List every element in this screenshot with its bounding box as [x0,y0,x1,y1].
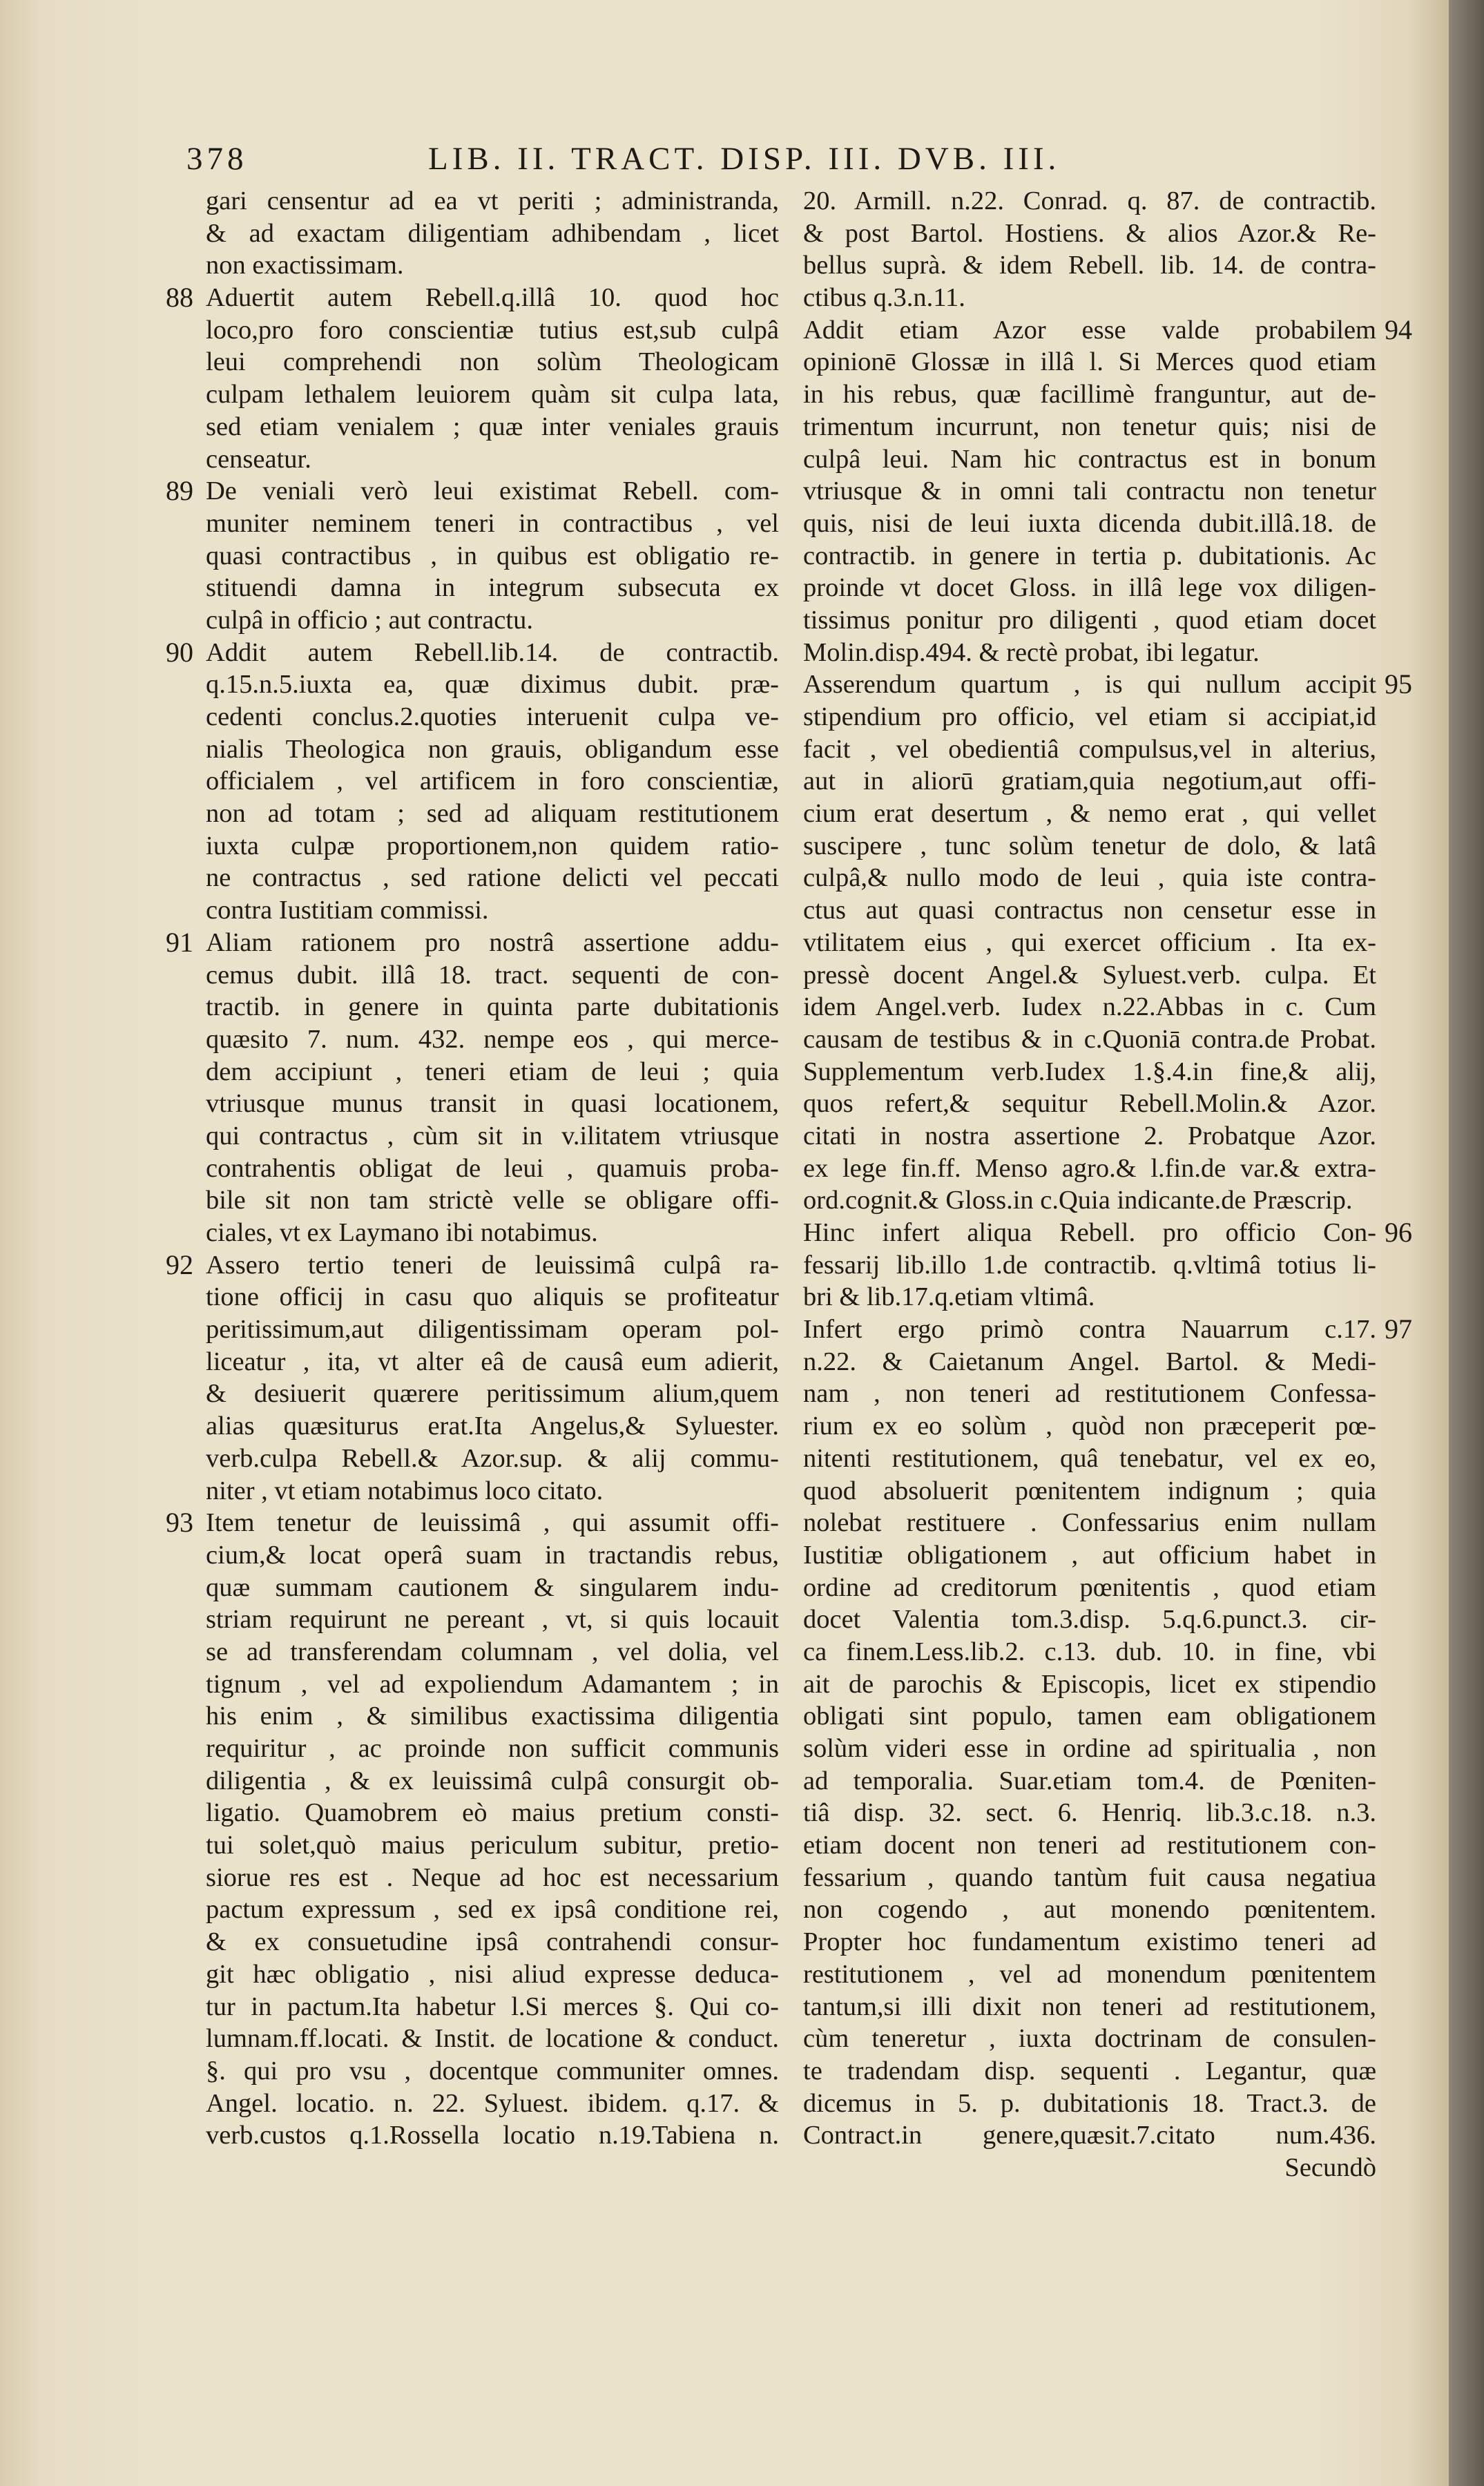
text-line [803,668,1412,701]
line-text: muniter neminem teneri in contractibus , vel [206,508,779,538]
text-line [803,1958,1376,1991]
text-line [803,604,1376,637]
text-line [206,218,779,250]
left-column [166,185,779,2152]
text-line [206,508,779,540]
line-text: rium ex eo solùm , quòd non præceperit pœ- [803,1411,1376,1441]
text-line [803,1249,1376,1282]
line-text: & desiuerit quærere peritissimum alium,quem [206,1379,779,1409]
line-text: proinde vt docet Gloss. in illâ lege vox diligen- [803,573,1376,603]
line-text: fessarium , quando tantùm fuit causa negatiua [803,1862,1376,1892]
text-line [803,765,1376,798]
text-line [206,1346,779,1378]
line-text: ctibus q.3.n.11. [803,283,965,313]
text-line [206,1088,779,1120]
text-line [803,1797,1376,1829]
line-text: bellus suprà. & idem Rebell. lib. 14. de contra- [803,251,1376,280]
text-line [206,185,779,218]
text-line [803,572,1376,604]
text-line [206,411,779,443]
text-line [803,1281,1376,1313]
text-line [206,733,779,766]
line-text: culpâ,& nullo modo de leui , quia iste contra- [803,863,1376,893]
line-text: etiam docent non teneri ad restitutionem con- [803,1831,1376,1860]
line-text: censeatur. [206,444,311,474]
text-line [206,2088,779,2120]
text-line [206,540,779,572]
text-line [803,1636,1376,1668]
running-header [186,135,1402,183]
line-text: Infert ergo primò contra Nauarrum c.17. [803,1315,1376,1345]
text-line [206,862,779,894]
text-line [206,2119,779,2152]
line-text: tione officij in casu quo aliquis se profiteatur [206,1282,779,1312]
text-line [803,1862,1376,1894]
line-text: cedenti conclus.2.quoties interuenit culpa ve- [206,702,779,731]
line-text: Aduertit autem Rebell.q.illâ 10. quod hoc [206,283,779,313]
text-line [206,1636,779,1668]
line-text: contractib. in genere in tertia p. dubitationis. Ac [803,541,1376,570]
line-text: Propter hoc fundamentum existimo teneri ad [803,1927,1376,1957]
text-line [803,701,1376,733]
margin-number: 95 [1385,668,1412,700]
text-line [803,378,1376,411]
line-text: ne contractus , sed ratione delicti vel peccati [206,863,779,893]
text-line [803,894,1376,927]
margin-number: 93 [166,1507,193,1539]
text-line [803,1120,1376,1153]
text-line [803,411,1376,443]
line-text: in his rebus, quæ facillimè franguntur, aut de- [803,380,1376,409]
line-text: Asserendum quartum , is qui nullum accipit [803,670,1376,700]
text-line [206,1603,779,1636]
text-line [206,1120,779,1153]
text-line [803,1217,1412,1249]
text-line [803,346,1376,378]
text-line [803,959,1376,992]
line-text: vtilitatem eius , qui exercet officium . Ita ex- [803,927,1376,957]
line-text: Aliam rationem pro nostrâ assertione addu- [206,927,779,957]
line-text: & ex consuetudine ipsâ contrahendi consur- [206,1927,779,1957]
margin-number: 92 [166,1249,193,1280]
line-text: niter , vt etiam notabimus loco citato. [206,1476,604,1505]
line-text: tantum,si illi dixit non teneri ad restitutionem, [803,1992,1376,2021]
line-text: cium,& locat operâ suam in tractandis rebus, [206,1540,779,1570]
line-text: tissimus ponitur pro diligenti , quod etiam docet [803,605,1376,635]
line-text: Assero tertio teneri de leuissimâ culpâ ra- [206,1250,779,1280]
line-text: nolebat restituere . Confessarius enim nullam [803,1508,1376,1538]
text-line [803,540,1376,572]
margin-number: 88 [166,282,193,314]
text-line [803,1088,1376,1120]
line-text: solùm videri esse in ordine ad spiritualia , non [803,1734,1376,1763]
line-text: cùm teneretur , iuxta doctrinam de consulen- [803,2024,1376,2054]
text-line [803,1765,1376,1798]
text-line [206,1797,779,1829]
text-line [206,894,779,927]
page-number: 378 [186,141,248,177]
line-text: dicemus in 5. p. dubitationis 18. Tract.3. de [803,2088,1376,2118]
line-text: 20. Armill. n.22. Conrad. q. 87. de contractib. [803,186,1376,215]
line-text: liceatur , ita, vt alter eâ de causâ eum adierit, [206,1347,779,1376]
text-line [206,1700,779,1733]
line-text: non cogendo , aut monendo pœnitentem. [803,1895,1376,1925]
book-edge [1449,0,1484,2486]
line-text: obligati sint populo, tamen eam obligationem [803,1702,1376,1731]
margin-number: 91 [166,926,193,958]
text-line [206,1829,779,1862]
text-line [206,959,779,992]
line-text: ctus aut quasi contractus non censetur esse in [803,896,1376,925]
text-line [206,1410,779,1443]
line-text: non ad totam ; sed ad aliquam restitutionem [206,799,779,829]
line-text: ord.cognit.& Gloss.in c.Quia indicante.de Præscrip. [803,1186,1353,1215]
text-line [206,1991,779,2023]
text-line [206,572,779,604]
text-line [803,637,1376,669]
line-text: Angel. locatio. n. 22. Syluest. ibidem. q.17. & [206,2088,779,2118]
text-line [803,1829,1376,1862]
text-line [803,1153,1376,1185]
text-line [206,1056,779,1088]
line-text: non exactissimam. [206,251,404,280]
line-text: suscipere , tunc solùm tenetur de dolo, & latâ [803,831,1376,860]
text-line [206,2055,779,2088]
text-line [803,2152,1376,2184]
line-text: docet Valentia tom.3.disp. 5.q.6.punct.3. cir- [803,1605,1376,1635]
text-line [803,2023,1376,2055]
text-line [803,2119,1376,2152]
line-text: n.22. & Caietanum Angel. Bartol. & Medi- [803,1347,1376,1376]
line-text: vtriusque & in omni tali contractu non tenetur [803,476,1376,506]
text-line [206,668,779,701]
text-line [803,830,1376,863]
text-line [206,314,779,347]
line-text: Molin.disp.494. & rectè probat, ibi legatur. [803,637,1260,667]
text-line [803,1603,1376,1636]
text-line [803,282,1376,314]
line-text: ex lege fin.ff. Menso agro.& l.fin.de var.& extra- [803,1153,1376,1183]
line-text: quos refert,& sequitur Rebell.Molin.& Azor. [803,1089,1376,1119]
line-text: his enim , & similibus exactissima diligentia [206,1702,779,1731]
line-text: Contract.in genere,quæsit.7.citato num.436. [803,2121,1376,2150]
text-line [206,1153,779,1185]
line-text: Item tenetur de leuissimâ , qui assumit offi- [206,1508,779,1538]
text-line [206,1475,779,1507]
line-text: quis, nisi de leui iuxta dicenda dubit.illâ.18. de [803,508,1376,538]
line-text: De veniali verò leui existimat Rebell. com- [206,476,779,506]
text-line [206,1281,779,1313]
text-line [206,1958,779,1991]
text-line [206,2023,779,2055]
line-text: verb.custos q.1.Rossella locatio n.19.Tabiena n. [206,2121,779,2150]
line-text: & post Bartol. Hostiens. & alios Azor.& Re- [803,218,1376,248]
text-line [206,604,779,637]
text-line [803,862,1376,894]
line-text: stipendium pro officio, vel etiam si accipiat,id [803,702,1376,731]
line-text: nitenti restitutionem, quâ tenebatur, vel ex eo, [803,1443,1376,1473]
line-text: contra Iustitiam commissi. [206,896,489,925]
line-text: culpâ in officio ; aut contractu. [206,605,533,635]
text-line [166,636,779,669]
line-text: cium erat desertum , & nemo erat , qui vellet [803,799,1376,829]
line-text: ordine ad creditorum pœnitentis , quod etiam [803,1572,1376,1602]
line-text: qui contractus , cùm sit in v.ilitatem vtriusque [206,1121,779,1150]
line-text: nam , non teneri ad restitutionem Confessa- [803,1379,1376,1409]
line-text: causam de testibus & in c.Quoniā contra.de Probat. [803,1024,1376,1054]
text-line [206,991,779,1023]
text-line [803,1346,1376,1378]
margin-number: 90 [166,636,193,668]
line-text: sed etiam venialem ; quæ inter veniales grauis [206,412,779,441]
text-line [803,218,1376,250]
text-line [803,475,1376,508]
text-line [166,1507,779,1539]
line-text: culpâ leui. Nam hic contractus est in bonum [803,444,1376,474]
line-text: siorue res est . Neque ad hoc est necessarium [206,1862,779,1892]
line-text: ait de parochis & Episcopis, licet ex stipendio [803,1669,1376,1699]
text-line [803,1475,1376,1507]
text-line [803,1378,1376,1410]
text-line [803,1700,1376,1733]
text-line [803,185,1376,218]
text-line [166,282,779,314]
line-text: gari censentur ad ea vt periti ; administranda, [206,186,779,215]
line-text: Iustitiæ obligationem , aut officium habet in [803,1540,1376,1570]
line-text: vtriusque munus transit in quasi locationem, [206,1089,779,1119]
text-line [803,1443,1376,1475]
text-line [166,1249,779,1282]
line-text: pressè docent Angel.& Syluest.verb. culpa. Et [803,960,1376,990]
text-line [206,346,779,378]
text-line [206,1668,779,1701]
text-line [803,1668,1376,1701]
line-text: tiâ disp. 32. sect. 6. Henriq. lib.3.c.18. n.3. [803,1798,1376,1828]
text-line [803,798,1376,830]
text-line [206,443,779,476]
line-text: quæsito 7. num. 432. nempe eos , qui merce- [206,1024,779,1054]
text-line [206,1023,779,1056]
line-text: tractib. in genere in quinta parte dubitationis [206,992,779,1022]
line-text: citati in nostra assertione 2. Probatque Azor. [803,1121,1376,1150]
line-text: tur in pactum.Ita habetur l.Si merces §. Qui co- [206,1992,779,2021]
text-line [803,733,1376,766]
line-text: bri & lib.17.q.etiam vltimâ. [803,1282,1095,1312]
text-line [803,1056,1376,1088]
text-line [803,1507,1376,1539]
line-text: nialis Theologica non grauis, obligandum esse [206,734,779,764]
right-column [803,185,1412,2184]
line-text: trimentum incurrunt, non tenetur quis; nisi de [803,412,1376,441]
text-line [803,1926,1376,1958]
line-text: git hæc obligatio , nisi aliud expresse deduca- [206,1959,779,1989]
line-text: leui comprehendi non solùm Theologicam [206,347,779,377]
line-text: tui solet,quò maius periculum subitur, pretio- [206,1831,779,1860]
text-line [803,2088,1376,2120]
text-line [803,1184,1376,1217]
line-text: iuxta culpæ proportionem,non quidem ratio- [206,831,779,860]
line-text: cemus dubit. illâ 18. tract. sequenti de con- [206,960,779,990]
line-text: facit , vel obedientiâ compulsus,vel in alterius, [803,734,1376,764]
line-text: tignum , vel ad expoliendum Adamantem ; in [206,1669,779,1699]
text-line [803,508,1376,540]
text-line [206,1184,779,1217]
line-text: stituendi damna in integrum subsecuta ex [206,573,779,603]
line-text: ad temporalia. Suar.etiam tom.4. de Pœniten- [803,1766,1376,1795]
line-text: pactum expressum , sed ex ipsâ conditione rei, [206,1895,779,1925]
text-line [803,1894,1376,1926]
text-line [206,798,779,830]
line-text: dem accipiunt , teneri etiam de leui ; quia [206,1057,779,1086]
text-line [206,1539,779,1572]
line-text: loco,pro foro conscientiæ tutius est,sub culpâ [206,315,779,345]
line-text: verb.culpa Rebell.& Azor.sup. & alij commu- [206,1443,779,1473]
line-text: te tradendam disp. sequenti . Legantur, quæ [803,2056,1376,2085]
line-text: quæ summam cautionem & singularem indu- [206,1572,779,1602]
text-line [803,2055,1376,2088]
text-line [803,1991,1376,2023]
margin-number: 94 [1385,314,1412,345]
text-line [166,926,779,959]
text-line [206,1217,779,1249]
line-text: bile sit non tam strictè velle se obligare offi- [206,1186,779,1215]
line-text: q.15.n.5.iuxta ea, quæ diximus dubit. præ- [206,670,779,700]
line-text: Secundò [1284,2152,1376,2182]
line-text: Addit autem Rebell.lib.14. de contractib. [206,637,779,667]
line-text: idem Angel.verb. Iudex n.22.Abbas in c. Cum [803,992,1376,1022]
line-text: striam requirunt ne pereant , vt, si quis locauit [206,1605,779,1635]
line-text: Supplementum verb.Iudex 1.§.4.in fine,& alij, [803,1057,1376,1086]
text-line [206,1765,779,1798]
line-text: quod absoluerit pœnitentem indignum ; quia [803,1476,1376,1505]
line-text: quasi contractibus , in quibus est obligatio re- [206,541,779,570]
text-line [803,1733,1376,1765]
text-line [803,443,1376,476]
line-text: lumnam.ff.locati. & Instit. de locatione & conduct. [206,2024,779,2054]
text-line [206,765,779,798]
text-line [206,1862,779,1894]
line-text: ciales, vt ex Laymano ibi notabimus. [206,1218,598,1247]
text-line [803,314,1412,347]
margin-number: 96 [1385,1217,1412,1248]
line-text: §. qui pro vsu , docentque communiter omnes. [206,2056,779,2085]
text-line [206,249,779,282]
line-text: Hinc infert aliqua Rebell. pro officio Con- [803,1218,1376,1247]
text-line [803,1539,1376,1572]
margin-number: 97 [1385,1313,1412,1345]
line-text: fessarij lib.illo 1.de contractib. q.vltimâ totius li- [803,1250,1376,1280]
text-line [206,1926,779,1958]
text-line [803,991,1376,1023]
line-text: Addit etiam Azor esse valde probabilem [803,315,1376,345]
line-text: peritissimum,aut diligentissimam operam pol- [206,1315,779,1345]
line-text: alias quæsiturus erat.Ita Angelus,& Syluester. [206,1411,779,1441]
text-line [206,1733,779,1765]
line-text: contrahentis obligat de leui , quamuis proba- [206,1153,779,1183]
line-text: officialem , vel artificem in foro conscientiæ, [206,767,779,796]
text-line [206,830,779,863]
line-text: aut in aliorū gratiam,quia negotium,aut offi- [803,767,1376,796]
text-line [166,475,779,508]
text-line [803,249,1376,282]
text-line [206,1443,779,1475]
line-text: opinionē Glossæ in illâ l. Si Merces quod etiam [803,347,1376,377]
text-line [803,1572,1376,1604]
line-text: se ad transferendam columnam , vel dolia, vel [206,1637,779,1666]
line-text: & ad exactam diligentiam adhibendam , licet [206,218,779,248]
line-text: culpam lethalem leuiorem quàm sit culpa lata, [206,380,779,409]
running-title: LIB. II. TRACT. DISP. III. DVB. III. [428,141,1061,177]
line-text: diligentia , & ex leuissimâ culpâ consurgit ob- [206,1766,779,1795]
text-line [206,378,779,411]
line-text: ligatio. Quamobrem eò maius pretium consti- [206,1798,779,1828]
text-line [206,1572,779,1604]
text-line [206,1378,779,1410]
text-line [803,927,1376,959]
line-text: ca finem.Less.lib.2. c.13. dub. 10. in fine, vbi [803,1637,1376,1666]
text-line [803,1313,1412,1346]
text-line [803,1023,1376,1056]
text-line [803,1410,1376,1443]
line-text: restitutionem , vel ad monendum pœnitentem [803,1959,1376,1989]
text-line [206,1894,779,1926]
text-line [206,701,779,733]
line-text: requiritur , ac proinde non sufficit communis [206,1734,779,1763]
text-line [206,1313,779,1346]
margin-number: 89 [166,475,193,507]
